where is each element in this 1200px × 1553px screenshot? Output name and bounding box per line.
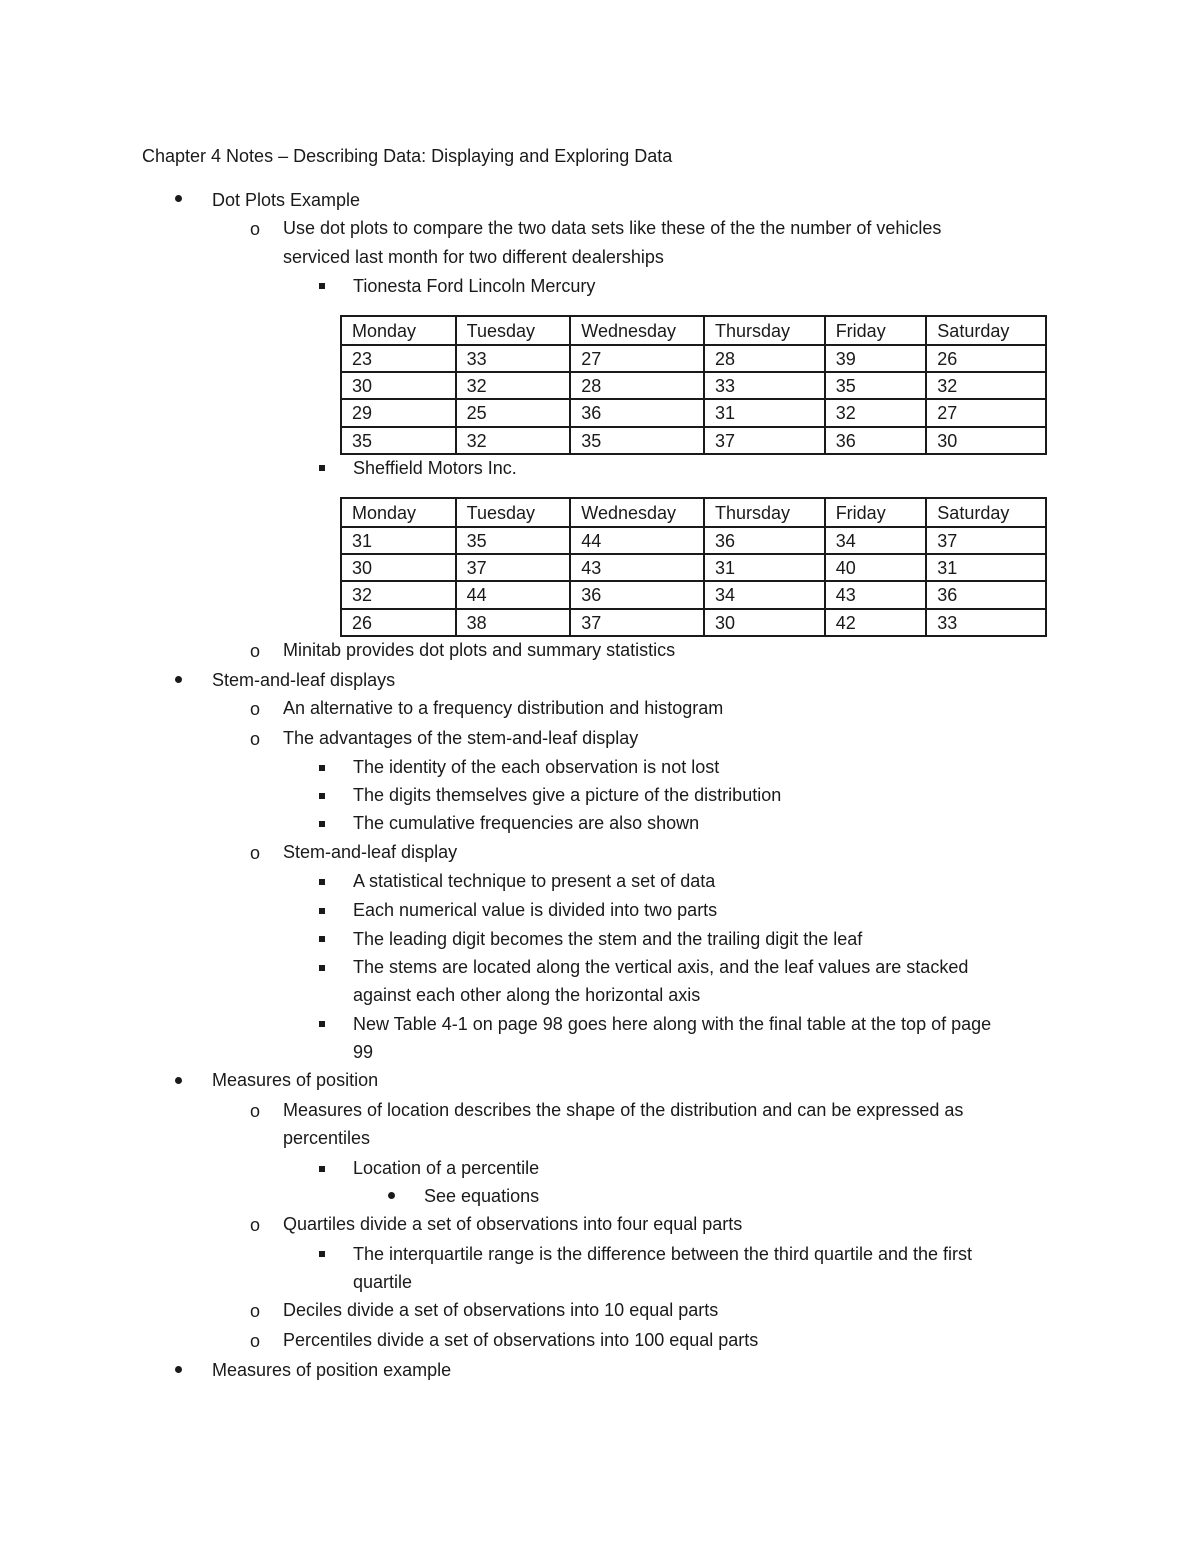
table-header-cell: Tuesday [456,316,571,345]
sheffield-service-table [340,497,1047,637]
table-cell: 31 [926,554,1046,581]
table-cell: 38 [456,609,571,636]
table-row [341,609,1046,636]
table-cell: 36 [825,427,927,454]
table-cell: 36 [704,527,825,554]
table-row [341,399,1046,427]
location-description-cont: percentiles [283,1128,371,1148]
table-cell: 29 [341,399,456,427]
table-row [341,581,1046,609]
stem-leaf-display: Stem-and-leaf display [283,842,458,862]
stem-leaf-advantages: The advantages of the stem-and-leaf display [283,728,639,748]
table-cell: 28 [704,345,825,372]
bullet-icon [175,676,182,683]
see-equations: See equations [424,1186,540,1206]
circle-bullet-icon: o [250,1101,261,1121]
table-cell: 36 [570,581,704,609]
table-header-cell: Wednesday [570,316,704,345]
iqr-note: The interquartile range is the difference between the third quartile and the first [353,1244,973,1264]
square-bullet-icon [319,965,325,971]
circle-bullet-icon: o [250,1331,261,1351]
table-cell: 32 [456,427,571,454]
advantage-item: The digits themselves give a picture of the distribution [353,785,782,805]
table-cell: 23 [341,345,456,372]
section-heading-position-example: Measures of position example [212,1360,452,1380]
percentile-location: Location of a percentile [353,1158,540,1178]
display-item: The leading digit becomes the stem and the trailing digit the leaf [353,929,863,949]
table-cell: 26 [341,609,456,636]
table-header-cell: Monday [341,498,456,527]
circle-bullet-icon: o [250,843,261,863]
table-cell: 32 [926,372,1046,399]
table-cell: 34 [704,581,825,609]
table-header-cell: Wednesday [570,498,704,527]
table-cell: 32 [341,581,456,609]
circle-bullet-icon: o [250,219,261,239]
table-header-cell: Thursday [704,316,825,345]
advantage-item: The identity of the each observation is not lost [353,757,720,777]
table-cell: 26 [926,345,1046,372]
circle-bullet-icon: o [250,1301,261,1321]
table-cell: 33 [704,372,825,399]
bullet-icon [175,1366,182,1373]
deciles-note: Deciles divide a set of observations into 10 equal parts [283,1300,719,1320]
table-cell: 35 [341,427,456,454]
table-cell: 34 [825,527,927,554]
display-item-cont: 99 [353,1042,374,1062]
percentiles-note: Percentiles divide a set of observations into 100 equal parts [283,1330,759,1350]
square-bullet-icon [319,908,325,914]
table-cell: 27 [570,345,704,372]
table-cell: 37 [456,554,571,581]
table-cell: 33 [456,345,571,372]
table-cell: 37 [926,527,1046,554]
display-item-cont: against each other along the horizontal axis [353,985,701,1005]
table-cell: 39 [825,345,927,372]
section-heading-position: Measures of position [212,1070,379,1090]
table-row [341,427,1046,454]
table-cell: 27 [926,399,1046,427]
square-bullet-icon [319,765,325,771]
display-item: Each numerical value is divided into two parts [353,900,718,920]
location-description: Measures of location describes the shape of the distribution and can be expressed as [283,1100,964,1120]
table-cell: 25 [456,399,571,427]
table-cell: 32 [456,372,571,399]
square-bullet-icon [319,879,325,885]
dealer-name-tionesta: Tionesta Ford Lincoln Mercury [353,276,596,296]
table-cell: 30 [341,554,456,581]
circle-bullet-icon: o [250,699,261,719]
tionesta-service-table [340,315,1047,455]
square-bullet-icon [319,465,325,471]
section-heading-stem-leaf: Stem-and-leaf displays [212,670,396,690]
circle-bullet-icon: o [250,729,261,749]
table-header-cell: Saturday [926,316,1046,345]
table-cell: 44 [456,581,571,609]
dot-plots-intro-cont: serviced last month for two different dealerships [283,247,664,267]
display-item: A statistical technique to present a set of data [353,871,716,891]
table-cell: 35 [456,527,571,554]
stem-leaf-alternative: An alternative to a frequency distribution and histogram [283,698,724,718]
section-heading-dot-plots: Dot Plots Example [212,190,361,210]
table-cell: 30 [926,427,1046,454]
display-item: The stems are located along the vertical axis, and the leaf values are stacked [353,957,969,977]
circle-bullet-icon: o [250,1215,261,1235]
table-row [341,527,1046,554]
table-cell: 31 [704,554,825,581]
table-header-cell: Thursday [704,498,825,527]
table-header-cell: Friday [825,498,927,527]
table-cell: 32 [825,399,927,427]
display-item: New Table 4-1 on page 98 goes here along with the final table at the top of page [353,1014,992,1034]
table-cell: 28 [570,372,704,399]
table-cell: 36 [926,581,1046,609]
minitab-note: Minitab provides dot plots and summary statistics [283,640,676,660]
table-cell: 42 [825,609,927,636]
table-header-row [341,498,1046,527]
table-cell: 43 [570,554,704,581]
table-cell: 33 [926,609,1046,636]
table-cell: 30 [704,609,825,636]
page-title: Chapter 4 Notes – Describing Data: Displaying and Exploring Data [142,146,673,166]
square-bullet-icon [319,1251,325,1257]
table-header-cell: Tuesday [456,498,571,527]
table-cell: 44 [570,527,704,554]
square-bullet-icon [319,283,325,289]
bullet-icon [388,1192,395,1199]
table-cell: 30 [341,372,456,399]
table-header-cell: Saturday [926,498,1046,527]
circle-bullet-icon: o [250,641,261,661]
table-row [341,345,1046,372]
square-bullet-icon [319,936,325,942]
table-header-row [341,316,1046,345]
table-header-cell: Monday [341,316,456,345]
square-bullet-icon [319,793,325,799]
table-cell: 37 [570,609,704,636]
table-cell: 37 [704,427,825,454]
bullet-icon [175,1077,182,1084]
table-cell: 36 [570,399,704,427]
bullet-icon [175,195,182,202]
quartiles-note: Quartiles divide a set of observations into four equal parts [283,1214,743,1234]
table-cell: 43 [825,581,927,609]
dealer-name-sheffield: Sheffield Motors Inc. [353,458,517,478]
table-cell: 35 [825,372,927,399]
table-cell: 31 [341,527,456,554]
table-cell: 35 [570,427,704,454]
iqr-note-cont: quartile [353,1272,413,1292]
table-cell: 31 [704,399,825,427]
table-row [341,554,1046,581]
advantage-item: The cumulative frequencies are also shown [353,813,700,833]
dot-plots-intro: Use dot plots to compare the two data sets like these of the the number of vehicles [283,218,942,238]
square-bullet-icon [319,1021,325,1027]
table-row [341,372,1046,399]
square-bullet-icon [319,821,325,827]
table-cell: 40 [825,554,927,581]
square-bullet-icon [319,1166,325,1172]
table-header-cell: Friday [825,316,927,345]
